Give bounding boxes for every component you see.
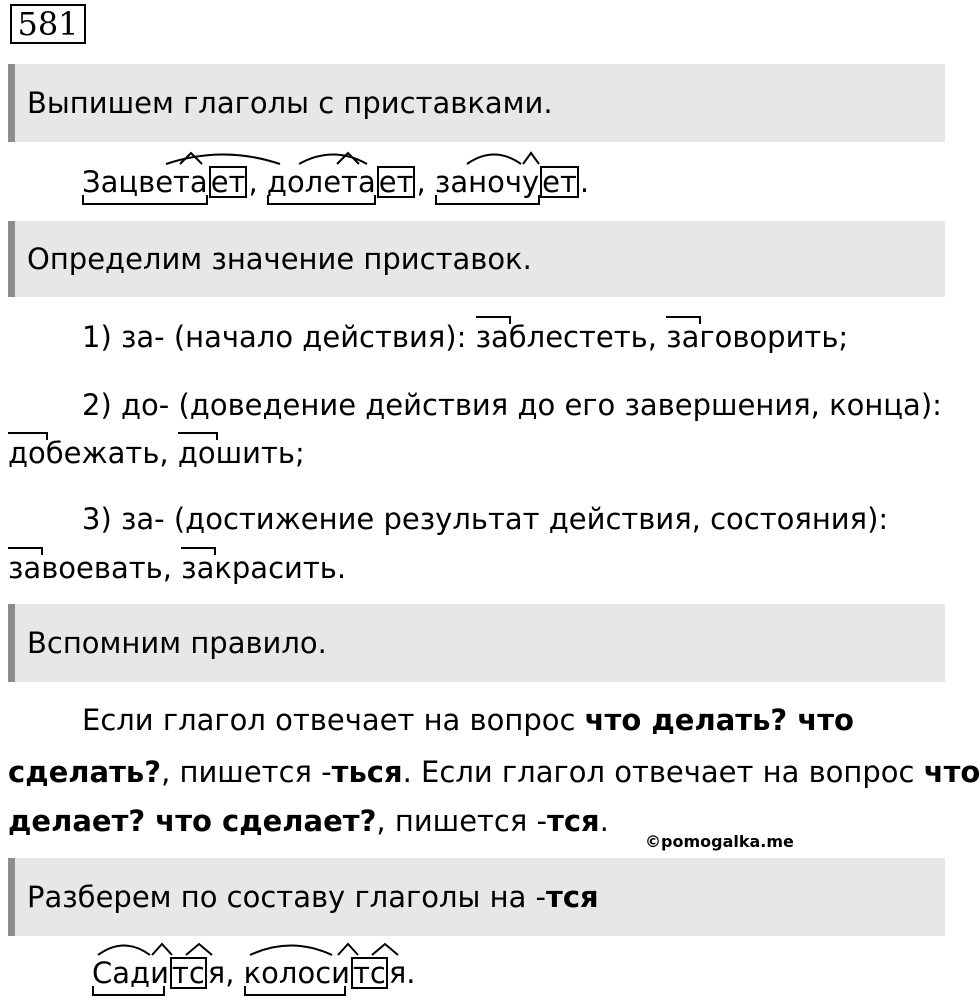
suffix-hat-icon — [521, 151, 541, 165]
prefix-mark: за — [181, 551, 215, 585]
watermark: ©pomogalka.me — [645, 832, 794, 851]
base-bracket — [244, 986, 347, 996]
heading-text: Разберем по составу глаголы на -тся — [27, 880, 599, 914]
root-arc-icon — [248, 942, 334, 956]
parsed-word: заночу ет — [435, 165, 580, 199]
ending-box: тс — [171, 956, 205, 990]
parsed-word: колоси тс я — [244, 956, 407, 990]
rule-line-1: Если глагол отвечает на вопрос что делать? что — [82, 703, 854, 737]
prefix-mark: за — [666, 320, 700, 354]
section-heading-2 — [8, 221, 945, 297]
ending-box: ет — [378, 165, 414, 199]
ending-box: тс — [353, 956, 386, 990]
meaning-line-2-words: добежать, дошить; — [8, 436, 305, 470]
meaning-line-2: 2) до- (доведение действия до его завершения, конца): — [82, 388, 942, 422]
ending-box: ет — [542, 165, 577, 199]
section-heading-4 — [8, 858, 945, 936]
task-number: 581 — [10, 4, 86, 44]
prefix-mark: за — [8, 551, 42, 585]
base-bracket — [435, 195, 540, 205]
suffix-hat-icon — [150, 942, 174, 956]
meaning-line-3: 3) за- (достижение результат действия, состояния): — [82, 502, 889, 536]
root-arc-icon — [465, 151, 523, 165]
base-bracket — [267, 195, 377, 205]
suffix-hat-icon — [335, 151, 361, 165]
rule-line-2: сделать?, пишется -ться. Если глагол отвечает на вопрос что — [8, 755, 980, 789]
rule-line-3: делает? что сделает?, пишется -тся. — [8, 804, 609, 838]
meaning-line-1: 1) за- (начало действия): заблестеть, заговорить; — [82, 320, 849, 354]
prefix-mark: до — [177, 436, 216, 470]
heading-text: Вспомним правило. — [27, 626, 327, 660]
suffix-hat-icon — [178, 151, 204, 165]
parsed-word: Зацвета ет — [82, 165, 248, 199]
parsed-word: Сади тс я — [92, 956, 225, 990]
base-bracket — [82, 195, 208, 205]
suffix-hat-icon — [184, 942, 214, 956]
suffix-hat-icon — [336, 942, 360, 956]
heading-text: Выпишем глаголы с приставками. — [27, 86, 553, 120]
suffix-hat-icon — [370, 942, 400, 956]
heading-text: Определим значение приставок. — [27, 242, 532, 276]
section-heading-3 — [8, 604, 945, 682]
parsed-word: долета ет — [267, 165, 417, 199]
ending-box: ет — [210, 165, 246, 199]
prefix-mark: до — [8, 436, 46, 470]
root-arc-icon — [96, 942, 152, 956]
parsed-words-line-2: Сади тс я , колоси тс я . — [92, 956, 416, 990]
section-heading-1 — [8, 64, 945, 142]
parsed-words-line-1: Зацвета ет , долета ет , заночу ет . — [82, 165, 589, 199]
meaning-line-3-words: завоевать, закрасить. — [8, 551, 347, 585]
base-bracket — [92, 986, 165, 996]
prefix-mark: за — [475, 320, 509, 354]
